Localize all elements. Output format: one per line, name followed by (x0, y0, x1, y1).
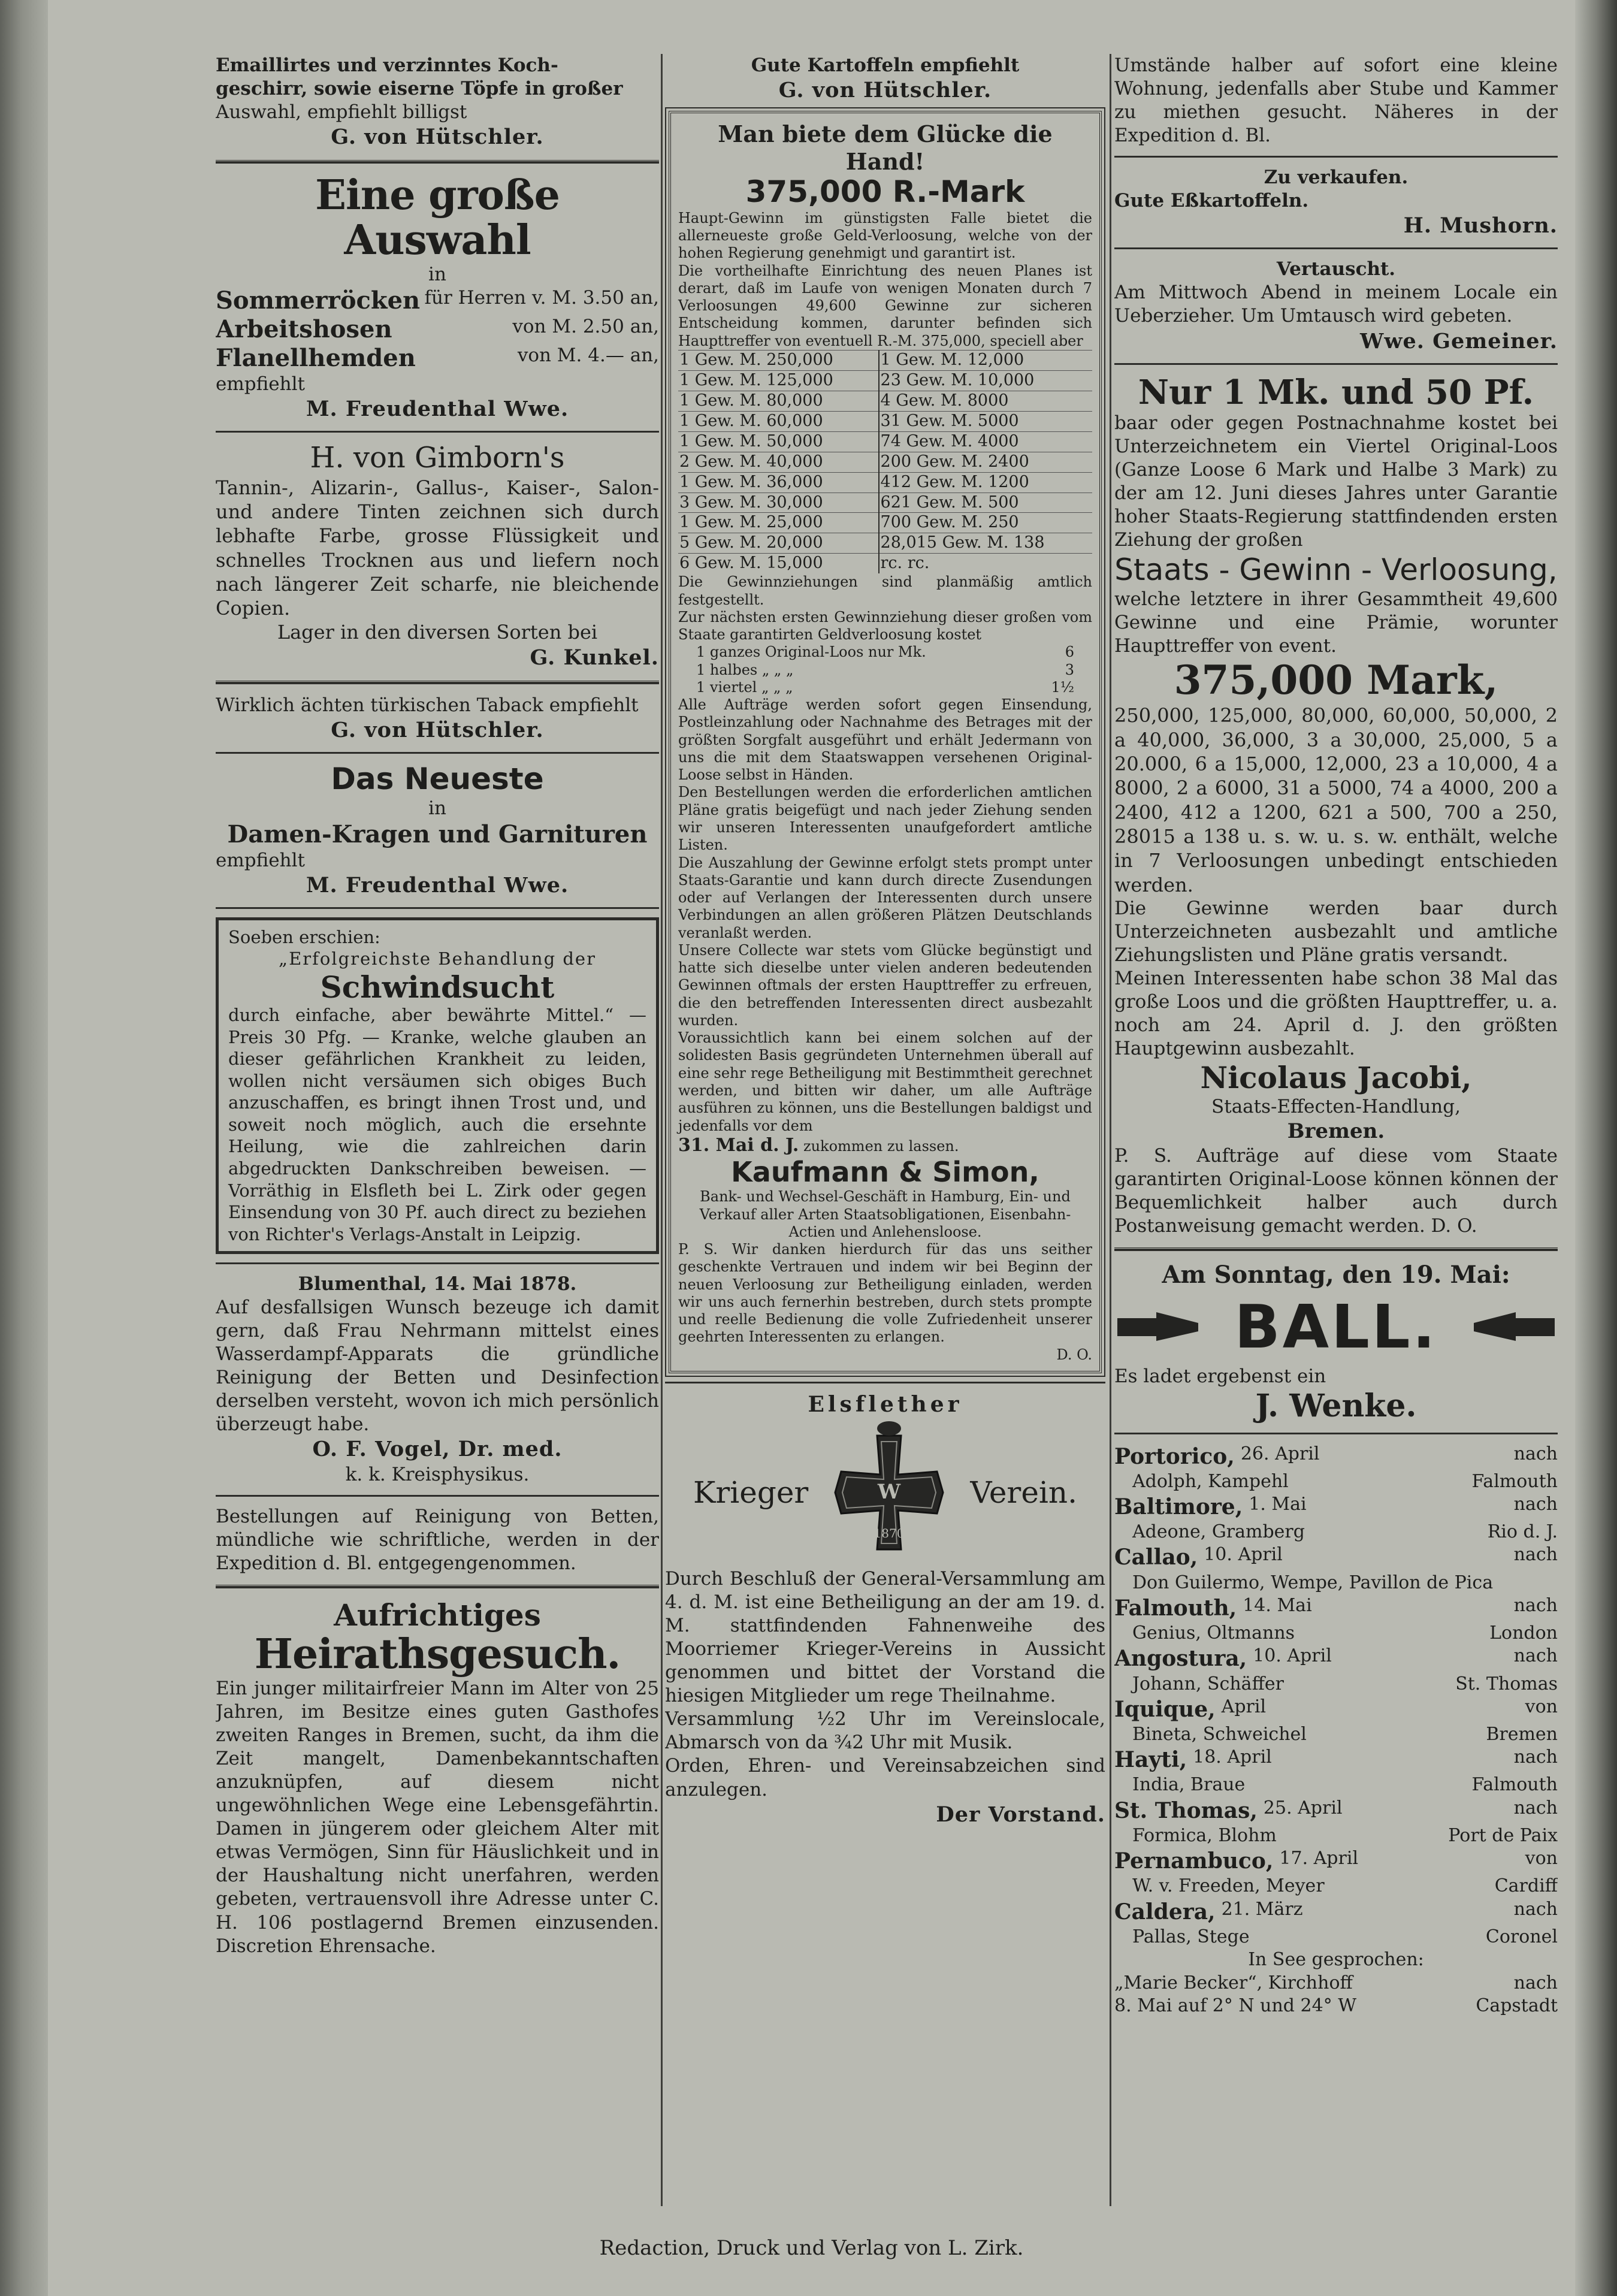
ad-das-neueste (216, 762, 659, 899)
ad-title: Zu verkaufen. (1264, 167, 1409, 189)
divider (216, 1585, 659, 1588)
divider (216, 431, 659, 433)
ship-news (1114, 1443, 1558, 1949)
divider (1114, 247, 1558, 249)
price-label: 1 ganzes Original-Loos nur Mk. (696, 644, 926, 661)
ad-body: Bestellungen auf Reinigung von Betten, mündliche wie schriftliche, werden in der Expedition d. Bl. entgegengenommen. (216, 1505, 659, 1574)
ad-title: Verein. (970, 1475, 1078, 1510)
item-name: Arbeitshosen (216, 315, 392, 343)
ad-body: Umstände halber auf sofort eine kleine Wohnung, jedenfalls aber Stube und Kammer zu miethen gesucht. Näheres in der Expedition d. Bl. (1114, 55, 1558, 147)
ad-paragraph: Die Gewinnziehungen sind planmäßig amtlich festgestellt. (678, 573, 1092, 608)
ad-kochgeschirr (216, 54, 659, 150)
ship-destination: Bremen (1486, 1723, 1558, 1745)
firm-description: Bank- und Wechsel-Geschäft in Hamburg, Ein- und Verkauf aller Arten Staatsobligationen, Eisenbahn-Actien und Anlehensloose. (699, 1188, 1071, 1240)
ad-blumenthal (216, 1273, 659, 1486)
ad-text: Lager in den diversen Sorten bei (277, 621, 598, 644)
ad-text: Soeben erschien: (228, 926, 380, 947)
price-value: 1½ (1051, 678, 1074, 696)
prize-cell: 1 Gew. M. 25,000 (678, 513, 879, 533)
ad-signature: G. von Hütschler. (778, 78, 992, 103)
ship-crew: Genius, Oltmanns (1132, 1623, 1295, 1644)
ship-destination: Port de Paix (1448, 1824, 1558, 1846)
column-rule (661, 54, 663, 2206)
ad-text: D. O. (1056, 1346, 1092, 1363)
firm-city: Bremen. (1287, 1119, 1385, 1143)
ad-paragraph: welche letztere in ihrer Gesammtheit 49,600 Gewinne und eine Prämie, worunter Haupttreffer von event. (1114, 588, 1558, 657)
prize-cell: 700 Gew. M. 250 (879, 513, 1092, 533)
ad-body: Durch Beschluß der General-Versammlung am 4. d. M. ist eine Betheiligung an der am 19. d. M. stattfindenden Fahnenweihe des Moorriemer Krieger-Vereins in Aussicht genommen und bittet der Vorstand die hiesigen Mitglieder um rege Theilnahme. (665, 1568, 1105, 1707)
prize-cell: 5 Gew. M. 20,000 (678, 533, 879, 554)
ship-tag: nach (1513, 1898, 1558, 1920)
ad-subtitle: Damen-Kragen und Garnituren (227, 820, 648, 848)
prize-cell: 23 Gew. M. 10,000 (879, 370, 1092, 391)
divider (1114, 363, 1558, 365)
newspaper-page (48, 0, 1575, 2296)
divider (216, 907, 659, 909)
pointing-hand-right-icon (1114, 1306, 1204, 1348)
ad-gimborn-tinten (216, 441, 659, 671)
prize-cell: 621 Gew. M. 500 (879, 493, 1092, 513)
page-fold (1575, 0, 1617, 2296)
ship-tag: von (1525, 1848, 1558, 1869)
ad-title: Elsflether (808, 1391, 963, 1417)
divider (665, 1382, 1105, 1383)
ad-heading: Staats - Gewinn - Verloosung, (1114, 552, 1558, 588)
prize-cell: 412 Gew. M. 1200 (879, 472, 1092, 493)
item-price: von M. 4.— an, (517, 344, 659, 366)
ship-destination: Rio d. J. (1487, 1521, 1558, 1543)
ad-paragraph: Die Auszahlung der Gewinne erfolgt stets prompt unter Staats-Garantie und kann durch directe Zusendungen oder auf Verlangen der Interessenten durch unsere Verbindungen an allen größeren Plätzen Deutschlands veranlaßt werden. (678, 854, 1092, 941)
ship-crew: Johann, Schäffer (1132, 1673, 1284, 1694)
divider (216, 681, 659, 684)
prize-cell: 6 Gew. M. 15,000 (678, 554, 879, 573)
price-row (696, 679, 1074, 696)
pointing-hand-left-icon (1468, 1306, 1558, 1348)
ad-paragraph: baar oder gegen Postnachnahme kostet bei Unterzeichnetem ein Viertel Original-Loos (Ganze Loose 6 Mark und Halbe 3 Mark) zu der am 12. Juni dieses Jahres unter Garantie hoher Staats-Regierung stattfindenden ersten Ziehung der großen (1114, 412, 1558, 551)
ad-bestellungen (216, 1505, 659, 1575)
prize-row (678, 431, 1092, 452)
ad-signature: G. Kunkel. (530, 645, 659, 670)
prize-cell: 2 Gew. M. 40,000 (678, 452, 879, 472)
ad-wohnung-gesucht (1114, 54, 1558, 147)
imprint-footer: Redaction, Druck und Verlag von L. Zirk. (599, 2236, 1024, 2260)
ad-paragraph: Zur nächsten ersten Gewinnziehung dieser großen vom Staate garantirten Geldverloosung kostet (678, 608, 1092, 644)
ad-line: geschirr, sowie eiserne Töpfe in großer (216, 78, 623, 100)
ship-detail (1114, 1875, 1558, 1898)
ad-paragraph: Unsere Collecte war stets vom Glücke begünstigt und hatte sich dieselbe unter vielen anderen bedeutenden Gewinnen oftmals der ersten Haupttreffer zu erfreuen, die den betreffenden Interessenten direct ausbezahlt wurden. (678, 941, 1092, 1029)
price-value: 6 (1065, 644, 1074, 661)
ship-destination: Falmouth (1471, 1774, 1558, 1796)
ship-date: 18. April (1193, 1747, 1272, 1768)
ship-tag: von (1525, 1696, 1558, 1717)
ad-heirathsgesuch (216, 1598, 659, 1958)
deadline-date: 31. Mai d. J. (678, 1134, 799, 1156)
ad-signature: M. Freudenthal Wwe. (306, 872, 569, 898)
ad-text: Es ladet ergebenst ein (1114, 1365, 1326, 1387)
firm-name: Nicolaus Jacobi, (1200, 1060, 1472, 1096)
ad-amount: 375,000 Mark, (1174, 657, 1498, 704)
ad-title: Aufrichtiges (334, 1597, 541, 1633)
ship-entry (1114, 1696, 1558, 1723)
ship-date: 26. April (1240, 1443, 1320, 1464)
divider (216, 1495, 659, 1497)
ad-title: Schwindsucht (320, 969, 555, 1005)
ad-text: k. k. Kreisphysikus. (345, 1463, 530, 1485)
column-right (1114, 54, 1558, 2206)
ad-paragraph: Haupt-Gewinn im günstigsten Falle bietet die allerneueste große Geld-Verloosung, welche von der hohen Regierung genehmigt und garantirt ist. (678, 209, 1092, 262)
prize-row (678, 513, 1092, 533)
ad-title: Nur 1 Mk. und 50 Pf. (1138, 372, 1534, 412)
price-label: 1 halbes „ „ „ (696, 661, 794, 678)
ship-entry (1114, 1543, 1558, 1571)
ad-title: Eine große Auswahl (315, 171, 560, 265)
ad-paragraph: Alle Aufträge werden sofort gegen Einsendung, Postleinzahlung oder Nachnahme des Betrages mit der größten Sorgfalt ausgeführt und erhält Jedermann von uns die mit dem Staatswappen versehenen Original-Loose selbst in Händen. (678, 696, 1092, 784)
ship-entry (1114, 1746, 1558, 1774)
item-price: von M. 2.50 an, (512, 315, 659, 337)
ad-ball (1114, 1261, 1558, 1424)
ad-paragraph: Voraussichtlich kann bei einem solchen auf der solidesten Basis gegründeten Unternehmen überall auf eine sehr rege Betheiligung mit Bestimmtheit gerechnet werden, und bitten wir daher, um alle Aufträge ausführen zu können, uns die Bestellungen baldigst und jedenfalls vor dem (678, 1029, 1092, 1134)
prize-table (678, 350, 1092, 573)
ad-title: BALL. (1234, 1291, 1438, 1362)
ship-crew: Pallas, Stege (1132, 1926, 1250, 1947)
ad-paragraph: 250,000, 125,000, 80,000, 60,000, 50,000, 2 a 40,000, 36,000, 3 a 30,000, 25,000, 5 a 20.000, 6 a 15,000, 12,000, 23 a 10,000, 4 a 8000, 2 a 6000, 31 a 5000, 74 a 4000, 200 a 2400, 412 a 1200, 621 a 500, 700 a 250, 28015 a 138 u. s. w. u. s. w. enthält, welche in 7 Verloosungen unbedingt entschieden werden. (1114, 704, 1558, 896)
ad-text: empfiehlt (216, 373, 305, 395)
ship-entry (1114, 1493, 1558, 1521)
prize-cell: 1 Gew. M. 250,000 (678, 350, 879, 370)
prize-cell: 74 Gew. M. 4000 (879, 431, 1092, 452)
prize-row (678, 452, 1092, 472)
ad-signature: H. Mushorn. (1403, 213, 1558, 238)
prize-cell: rc. rc. (879, 554, 1092, 573)
ship-detail (1114, 1572, 1558, 1594)
ad-paragraph: Die Gewinne werden baar durch Unterzeichneten ausbezahlt und amtliche Ziehungslisten und Pläne gratis versandt. (1114, 897, 1558, 966)
ship-destination: Cardiff (1494, 1875, 1558, 1897)
ad-signature: G. von Hütschler. (331, 717, 544, 742)
divider (1114, 156, 1558, 158)
column-middle (665, 54, 1105, 2206)
prize-cell: 1 Gew. M. 50,000 (678, 431, 879, 452)
ship-detail (1114, 1622, 1558, 1645)
price-label: 1 viertel „ „ „ (696, 678, 793, 696)
ship-detail (1114, 1774, 1558, 1796)
ad-body: durch einfache, aber bewährte Mittel.“ — Preis 30 Pfg. — Kranke, welche glauben an dieser gefährlichen Krankheit zu leiden, wollen nicht versäumen sich obiges Buch anzuschaffen, es bringt ihnen Trost und, und soweit noch möglich, auch die ersehnte Heilung, wie die zahlreichen darin abgedruckten Dankschreiben beweisen. — Vorräthig in Elsfleth bei L. Zirk oder gegen Einsendung von 30 Pf. auch direct zu beziehen von Richter's Verlags-Anstalt in Leipzig. (228, 1005, 646, 1244)
ship-crew: Formica, Blohm (1132, 1824, 1277, 1846)
ship-port: Iquique, (1114, 1696, 1216, 1722)
ad-signature: Wwe. Gemeiner. (1360, 328, 1558, 354)
ship-port: Callao, (1114, 1545, 1198, 1570)
column-rule (1110, 54, 1111, 2206)
prize-row (678, 391, 1092, 411)
ad-body: Orden, Ehren- und Vereinsabzeichen sind anzulegen. (665, 1755, 1105, 1800)
ship-news-subhead: In See gesprochen: (1248, 1949, 1424, 1971)
ad-signature: Der Vorstand. (936, 1802, 1105, 1827)
ad-kartoffeln (665, 54, 1105, 104)
ad-title: Blumenthal, 14. Mai 1878. (298, 1273, 577, 1295)
ad-text: „Erfolgreichste Behandlung der (279, 948, 596, 969)
ad-signature: M. Freudenthal Wwe. (306, 396, 569, 421)
ship-entry (1114, 1898, 1558, 1926)
ship-crew: W. v. Freeden, Meyer (1132, 1875, 1325, 1897)
ship-text: „Marie Becker“, Kirchhoff (1114, 1972, 1353, 1993)
ship-tag: nach (1513, 1797, 1558, 1818)
ship-crew: India, Braue (1132, 1774, 1246, 1796)
ad-krieger-verein (665, 1392, 1105, 1828)
prize-cell: 1 Gew. M. 36,000 (678, 472, 879, 493)
ship-date: 17. April (1279, 1848, 1359, 1869)
ad-title: Das Neueste (331, 762, 544, 797)
firm-name: Kaufmann & Simon, (731, 1156, 1039, 1189)
ad-signature: O. F. Vogel, Dr. med. (312, 1437, 563, 1462)
prize-cell: 200 Gew. M. 2400 (879, 452, 1092, 472)
prize-row (678, 370, 1092, 391)
prize-row (678, 554, 1092, 573)
ad-body: Ein junger militairfreier Mann im Alter von 25 Jahren, im Besitze eines guten Gasthofes zweiten Ranges in Bremen, sucht, da ihm die Zeit mangelt, Damenbekanntschaften anzuknüpfen, auf diesem nicht ungewöhnlichen Wege eine Lebensgefährtin. Damen in jüngerem oder gleichem Alter mit etwas Vermögen, Sinn für Häuslichkeit und in der Haushaltung nicht unerfahren, werden gebeten, vertrauensvoll ihre Adresse unter C. H. 106 postlagernd Bremen einzusenden. Discretion Ehrensache. (216, 1678, 659, 1957)
prize-cell: 1 Gew. M. 125,000 (678, 370, 879, 391)
ship-crew: Adolph, Kampehl (1132, 1470, 1289, 1492)
cross-letter: W (878, 1480, 901, 1505)
prize-cell: 1 Gew. M. 80,000 (678, 391, 879, 411)
ship-crew: Bineta, Schweichel (1132, 1723, 1307, 1745)
price-row (696, 661, 1074, 679)
cross-year: 1870 (874, 1526, 905, 1541)
ship-destination: St. Thomas (1455, 1673, 1558, 1694)
ad-text: in (428, 263, 446, 285)
ad-text: in (428, 797, 446, 819)
ad-body: Gute Eßkartoffeln. (1114, 190, 1309, 212)
ship-entry (1114, 1847, 1558, 1875)
column-left (216, 54, 659, 2206)
ship-date: 10. April (1204, 1544, 1283, 1566)
ship-text: Capstadt (1476, 1995, 1558, 2017)
ad-auswahl (216, 173, 659, 422)
ship-destination: Falmouth (1471, 1470, 1558, 1492)
divider (216, 1262, 659, 1264)
ship-tag: nach (1513, 1594, 1558, 1616)
ad-signature: J. Wenke. (1255, 1387, 1417, 1424)
ship-detail (1114, 1926, 1558, 1948)
ship-date: 21. März (1221, 1898, 1303, 1920)
ship-port: Pernambuco, (1114, 1848, 1274, 1874)
ad-title: Vertauscht. (1276, 258, 1396, 280)
ship-tag: nach (1513, 1544, 1558, 1566)
ad-schwindsucht (216, 917, 659, 1254)
divider (1114, 1433, 1558, 1434)
ship-port: Falmouth, (1114, 1595, 1237, 1621)
prize-cell: 31 Gew. M. 5000 (879, 411, 1092, 431)
ship-destination: Coronel (1485, 1926, 1558, 1947)
price-row (696, 644, 1074, 661)
prize-row (678, 350, 1092, 370)
ad-body: Am Mittwoch Abend in meinem Locale ein Ueberzieher. Um Umtausch wird gebeten. (1114, 282, 1558, 327)
prize-cell: 28,015 Gew. M. 138 (879, 533, 1092, 554)
ad-body: Versammlung ½2 Uhr im Vereinslocale, Abmarsch von da ¾2 Uhr mit Musik. (665, 1708, 1105, 1754)
ship-detail (1114, 1824, 1558, 1847)
ad-body: Tannin-, Alizarin-, Gallus-, Kaiser-, Salon- und andere Tinten zeichnen sich durch lebhafte Farbe, grosse Flüssigkeit und schnelles Trocknen aus und liefern noch nach längerer Zeit scharfe, nie bleichende Copien. (216, 476, 659, 620)
prize-cell: 3 Gew. M. 30,000 (678, 493, 879, 513)
ship-detail (1114, 1470, 1558, 1493)
ship-crew: Adeone, Gramberg (1132, 1521, 1305, 1543)
ad-jacobi-lotterie (1114, 373, 1558, 1238)
iron-cross-icon (814, 1418, 964, 1567)
ship-detail (1114, 1521, 1558, 1543)
ad-postscript: P. S. Wir danken hierdurch für das uns seither geschenkte Vertrauen und indem wir bei Beginn der neuen Verloosung zur Betheiligung einladen, werden wir uns auch fernerhin bestreben, durch stets prompte und reelle Bedienung die volle Zufriedenheit unserer geehrten Interessenten zu erlangen. (678, 1241, 1092, 1346)
ship-port: Portorico, (1114, 1443, 1235, 1469)
book-binding (0, 0, 48, 2296)
prize-row (678, 533, 1092, 554)
ad-title: Heirathsgesuch. (254, 1630, 621, 1679)
ad-title: Krieger (693, 1475, 809, 1510)
ship-entry (1114, 1594, 1558, 1622)
ship-tag: nach (1513, 1443, 1558, 1464)
ship-tag: nach (1513, 1747, 1558, 1768)
ad-zu-verkaufen (1114, 166, 1558, 239)
ship-tag: nach (1513, 1645, 1558, 1667)
firm-description: Staats-Effecten-Handlung, (1211, 1095, 1461, 1117)
ad-taback (216, 694, 659, 744)
ad-paragraph: Den Bestellungen werden die erforderlichen amtlichen Pläne gratis beigefügt und nach jeder Ziehung senden wir unseren Interessenten unaufgefordert amtliche Listen. (678, 784, 1092, 854)
price-value: 3 (1065, 661, 1074, 678)
ship-date: 1. Mai (1249, 1494, 1307, 1515)
ad-signature: G. von Hütschler. (331, 125, 544, 150)
price-list (678, 644, 1092, 696)
prize-row (678, 411, 1092, 431)
ship-text: nach (1513, 1972, 1558, 1993)
item-price: für Herren v. M. 3.50 an, (424, 286, 659, 309)
ad-text: zukommen zu lassen. (803, 1137, 959, 1155)
ship-port: St. Thomas, (1114, 1797, 1258, 1823)
ship-port: Caldera, (1114, 1899, 1216, 1925)
prize-row (678, 472, 1092, 493)
ad-paragraph: Die vortheilhafte Einrichtung des neuen Planes ist derart, daß im Laufe von wenigen Monaten durch 7 Verloosungen 49,600 Gewinne zur sicheren Entscheidung kommen, darunter befinden sich Haupttreffer von eventuell R.-M. 375,000, speciell aber (678, 262, 1092, 349)
ad-text: empfiehlt (216, 849, 305, 871)
ship-date: 14. Mai (1243, 1594, 1312, 1616)
ship-port: Baltimore, (1114, 1494, 1243, 1520)
ship-date: 25. April (1263, 1797, 1343, 1818)
ship-entry (1114, 1645, 1558, 1672)
prize-row (678, 493, 1092, 513)
ad-title: H. von Gimborn's (310, 441, 565, 475)
ship-detail (1114, 1723, 1558, 1746)
ad-lotterie-kaufmann-simon (669, 111, 1102, 1373)
item-name: Flanellhemden (216, 343, 416, 372)
ad-body: Gute Kartoffeln empfiehlt (751, 55, 1020, 76)
ship-text: 8. Mai auf 2° N und 24° W (1114, 1995, 1357, 2017)
divider (1114, 1247, 1558, 1251)
prize-cell: 1 Gew. M. 60,000 (678, 411, 879, 431)
ad-amount: 375,000 R.-Mark (745, 174, 1025, 210)
ad-postscript: P. S. Aufträge auf diese vom Staate garantirten Original-Loose können können der Bequemlichkeit halber auch durch Postanweisung gemacht werden. D. O. (1114, 1144, 1558, 1237)
ship-crew: Don Guilermo, Wempe, Pavillon de Pica (1132, 1572, 1494, 1593)
ship-detail (1114, 1673, 1558, 1696)
ad-body: Wirklich ächten türkischen Taback empfiehlt (216, 694, 639, 716)
divider (216, 752, 659, 754)
ad-body: Auf desfallsigen Wunsch bezeuge ich damit gern, daß Frau Nehrmann mittelst eines Wasserdampf-Apparats die gründliche Reinigung der Betten und Desinfection derselben versteht, wovon ich mich persönlich überzeugt habe. (216, 1297, 659, 1436)
divider (216, 160, 659, 164)
ship-entry (1114, 1797, 1558, 1824)
ship-destination: London (1489, 1623, 1558, 1644)
ad-vertauscht (1114, 258, 1558, 354)
ship-port: Angostura, (1114, 1646, 1247, 1672)
ship-date: 10. April (1253, 1645, 1332, 1667)
ad-line: Auswahl, empfiehlt billigst (216, 101, 467, 123)
ship-tag: nach (1513, 1494, 1558, 1515)
ad-paragraph: Meinen Interessenten habe schon 38 Mal das große Loos und die größten Haupttreffer, u. a. noch am 24. April d. J. den größten Hauptgewinn ausbezahlt. (1114, 967, 1558, 1060)
ad-line: Emaillirtes und verzinntes Koch- (216, 55, 558, 76)
ship-entry (1114, 1443, 1558, 1470)
prize-cell: 1 Gew. M. 12,000 (879, 350, 1092, 370)
ad-title: Am Sonntag, den 19. Mai: (1162, 1260, 1510, 1289)
item-name: Sommerröcken (216, 286, 421, 315)
ship-date: April (1221, 1696, 1267, 1717)
prize-cell: 4 Gew. M. 8000 (879, 391, 1092, 411)
ship-port: Hayti, (1114, 1747, 1187, 1773)
ad-title: Man biete dem Glücke die Hand! (718, 120, 1053, 175)
